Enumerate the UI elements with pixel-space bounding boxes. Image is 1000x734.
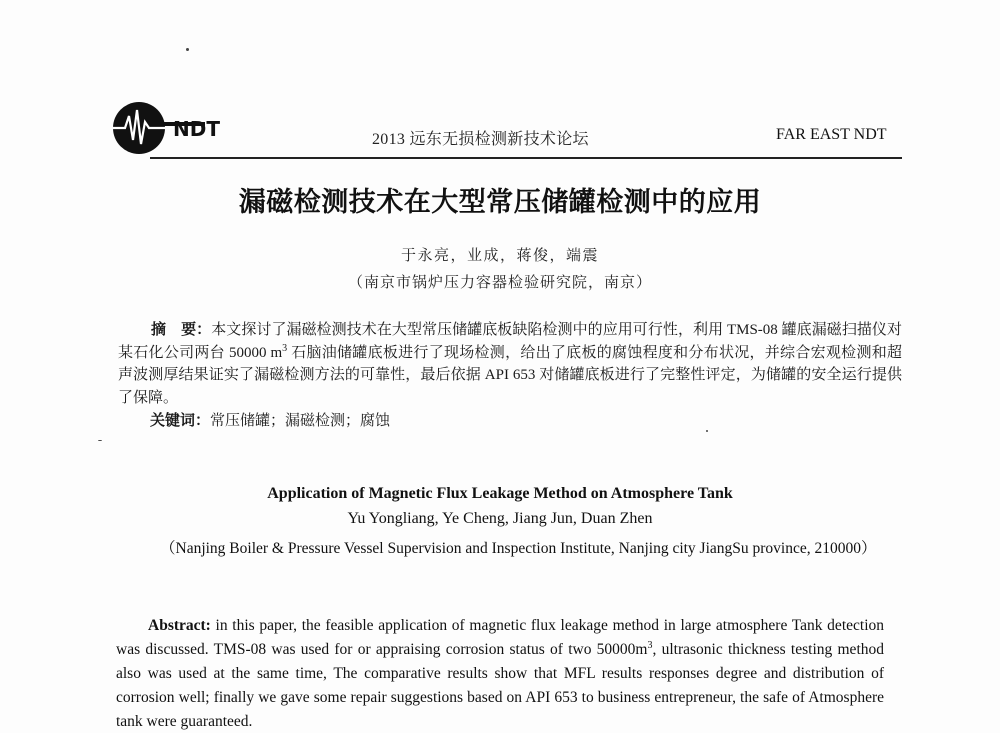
abstract-cn — [118, 319, 902, 409]
abstract-cn-text-2: 石脑油储罐底板进行了现场检测，给出了底板的腐蚀程度和分布状况，并综合宏观检测和超声波测厚结果证实了漏磁检测方法的可靠性，最后依据 API 653 对储罐底板进行了完整性评定，为储罐的安全运行提供了保障。 — [118, 344, 902, 406]
abstract-en-sup: 3 — [647, 639, 653, 651]
paper-title-cn: 漏磁检测技术在大型常压储罐检测中的应用 — [238, 187, 762, 218]
scan-speck — [98, 440, 102, 441]
keywords-cn-text: 常压储罐；漏磁检测；腐蚀 — [210, 413, 391, 429]
authors-en: Yu Yongliang, Ye Cheng, Jiang Jun, Duan Zhen — [347, 510, 653, 527]
abstract-en-label: Abstract: — [148, 617, 211, 634]
abstract-cn-text-1: 本文探讨了漏磁检测技术在大型常压储罐底板缺陷检测中的应用可行性，利用 TMS-08 罐底漏磁扫描仪对某石化公司两台 50000 m — [118, 322, 902, 361]
header-rule — [150, 157, 902, 159]
scan-speck — [706, 430, 708, 432]
abstract-cn-label: 摘 要： — [151, 322, 212, 338]
logo-text: NDT — [173, 117, 220, 141]
abstract-en-text-1: in this paper, the feasible application of magnetic flux leakage method in large atmosphere Tank detection was discussed. TMS-08 was used for or appraising corrosion status of two 50000m — [116, 617, 884, 658]
keywords-cn — [150, 410, 390, 432]
scan-speck — [186, 48, 189, 51]
paper-title-en: Application of Magnetic Flux Leakage Method on Atmosphere Tank — [267, 485, 733, 502]
abstract-cn-sup: 3 — [282, 342, 288, 354]
keywords-cn-label: 关键词： — [150, 413, 211, 429]
authors-cn: 于永亮，业成，蒋俊，端震 — [400, 248, 599, 264]
affiliation-en: （Nanjing Boiler & Pressure Vessel Supervision and Inspection Institute, Nanjing city JiangSu province, 210000） — [160, 540, 877, 557]
abstract-en-text-2: , ultrasonic thickness testing method also was used at the same time, The comparative results show that MFL results responses degree and distribution of corrosion well; finally we gave some repair suggestions based on API 653 to business entrepreneur, the safe of Atmosphere tank were guaranteed. — [116, 641, 884, 730]
abstract-en — [116, 614, 884, 734]
affiliation-cn: （南京市锅炉压力容器检验研究院，南京） — [347, 275, 652, 291]
brand-name: FAR EAST NDT — [776, 126, 887, 143]
conference-name: 2013 远东无损检测新技术论坛 — [372, 131, 589, 148]
far-east-ndt-logo — [103, 92, 233, 162]
